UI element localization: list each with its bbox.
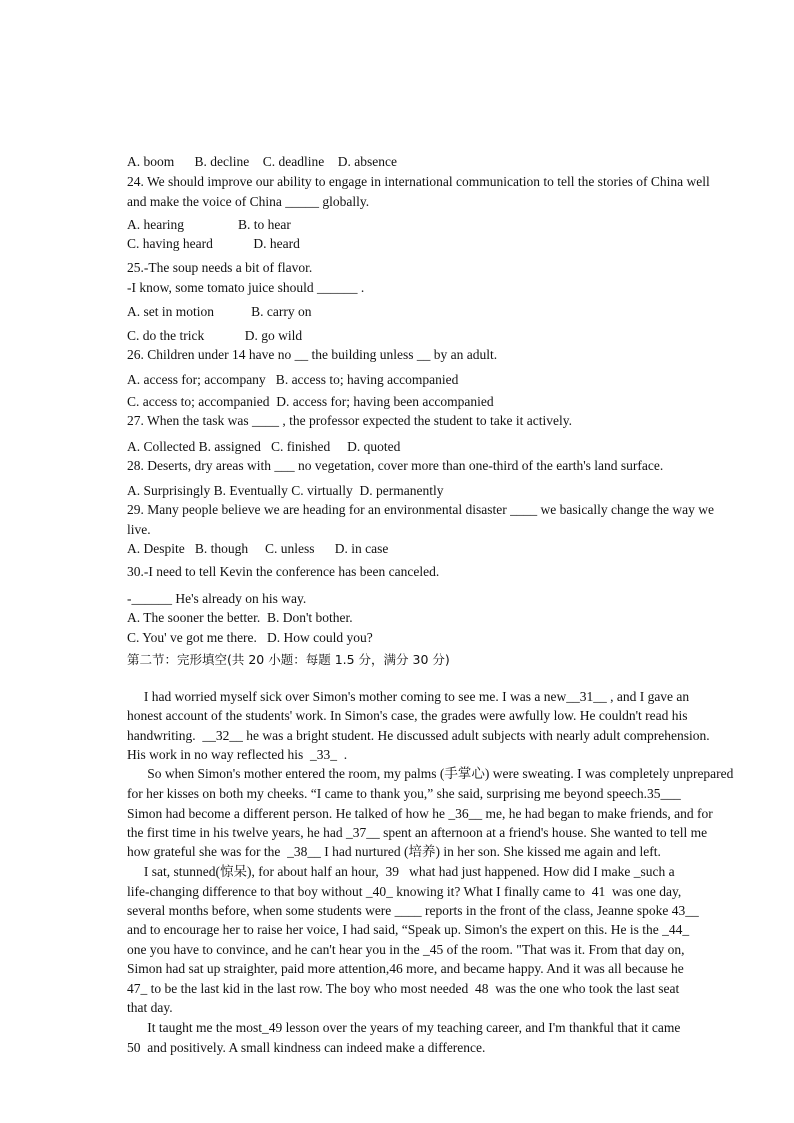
passage-line: handwriting. __32__ he was a bright student. He discussed adult subjects with nearly adult comprehension. — [127, 728, 710, 743]
q27-stem: 27. When the task was ____ , the professor expected the student to take it actively. — [127, 413, 572, 428]
q25-stem: 25.-The soup needs a bit of flavor. — [127, 260, 313, 275]
passage-line: I sat, stunned(惊呆), for about half an hour, 39 what had just happened. How did I make _such a — [127, 864, 675, 879]
q30-stem: 30.-I need to tell Kevin the conference has been canceled. — [127, 564, 440, 579]
q26-options-cd: C. access to; accompanied D. access for; having been accompanied — [127, 394, 494, 409]
q27-options: A. Collected B. assigned C. finished D. quoted — [127, 439, 401, 454]
passage-line: His work in no way reflected his _33_ . — [127, 747, 348, 762]
q24-stem-cont: and make the voice of China _____ globally. — [127, 194, 370, 209]
q29-stem-cont: live. — [127, 522, 151, 537]
q30-options-cd: C. You' ve got me there. D. How could you? — [127, 630, 373, 645]
q28-options: A. Surprisingly B. Eventually C. virtually D. permanently — [127, 483, 444, 498]
q26-stem: 26. Children under 14 have no __ the building unless __ by an adult. — [127, 347, 498, 362]
q26-options-ab: A. access for; accompany B. access to; having accompanied — [127, 372, 459, 387]
passage-line: I had worried myself sick over Simon's mother coming to see me. I was a new__31__ , and I gave an — [127, 689, 690, 704]
passage-line: honest account of the students' work. In Simon's case, the grades were awfully low. He couldn't read his — [127, 708, 688, 723]
passage-line: for her kisses on both my cheeks. “I came to thank you,” she said, surprising me beyond speech.35___ — [127, 786, 681, 801]
passage-line: So when Simon's mother entered the room, my palms (手掌心) were sweating. I was completely unprepared — [127, 766, 734, 781]
passage-line: the first time in his twelve years, he had _37__ spent an afternoon at a friend's house. She wanted to tell me — [127, 825, 708, 840]
q25-stem-cont: -I know, some tomato juice should ______ . — [127, 280, 365, 295]
passage-line: It taught me the most_49 lesson over the years of my teaching career, and I'm thankful that it came — [127, 1020, 681, 1035]
passage-line: 50 and positively. A small kindness can indeed make a difference. — [127, 1040, 486, 1055]
q28-stem: 28. Deserts, dry areas with ___ no vegetation, cover more than one-third of the earth's land surface. — [127, 458, 664, 473]
passage-line: how grateful she was for the _38__ I had nurtured (培养) in her son. She kissed me again and left. — [127, 844, 661, 859]
passage-line: that day. — [127, 1000, 173, 1015]
q24-options-cd: C. having heard D. heard — [127, 236, 300, 251]
passage-line: Simon had become a different person. He talked of how he _36__ me, he had began to make friends, and for — [127, 806, 713, 821]
passage-line: Simon had sat up straighter, paid more attention,46 more, and became happy. And it was all because he — [127, 961, 684, 976]
q25-options-ab: A. set in motion B. carry on — [127, 304, 312, 319]
q29-options: A. Despite B. though C. unless D. in case — [127, 541, 389, 556]
passage-line: and to encourage her to raise her voice, I had said, “Speak up. Simon's the expert on this. He is the _44_ — [127, 922, 690, 937]
passage-line: life-changing difference to that boy without _40_ knowing it? What I finally came to 41 was one day, — [127, 884, 682, 899]
q30-options-ab: A. The sooner the better. B. Don't bother. — [127, 610, 353, 625]
q24-stem: 24. We should improve our ability to engage in international communication to tell the stories of China well — [127, 174, 710, 189]
q23-options: A. boom B. decline C. deadline D. absence — [127, 154, 397, 169]
q25-options-cd: C. do the trick D. go wild — [127, 328, 303, 343]
passage-line: one you have to convince, and he can't hear you in the _45 of the room. "That was it. From that day on, — [127, 942, 685, 957]
q30-stem-cont: -______ He's already on his way. — [127, 591, 307, 606]
q24-options-ab: A. hearing B. to hear — [127, 217, 291, 232]
passage-line: several months before, when some students were ____ reports in the front of the class, Jeanne spoke 43__ — [127, 903, 699, 918]
section-heading: 第二节：完形填空(共 20 小题：每题 1.5 分，满分 30 分) — [127, 652, 450, 667]
q29-stem: 29. Many people believe we are heading for an environmental disaster ____ we basically change the way we — [127, 502, 715, 517]
passage-line: 47_ to be the last kid in the last row. The boy who most needed 48 was the one who took the last seat — [127, 981, 680, 996]
